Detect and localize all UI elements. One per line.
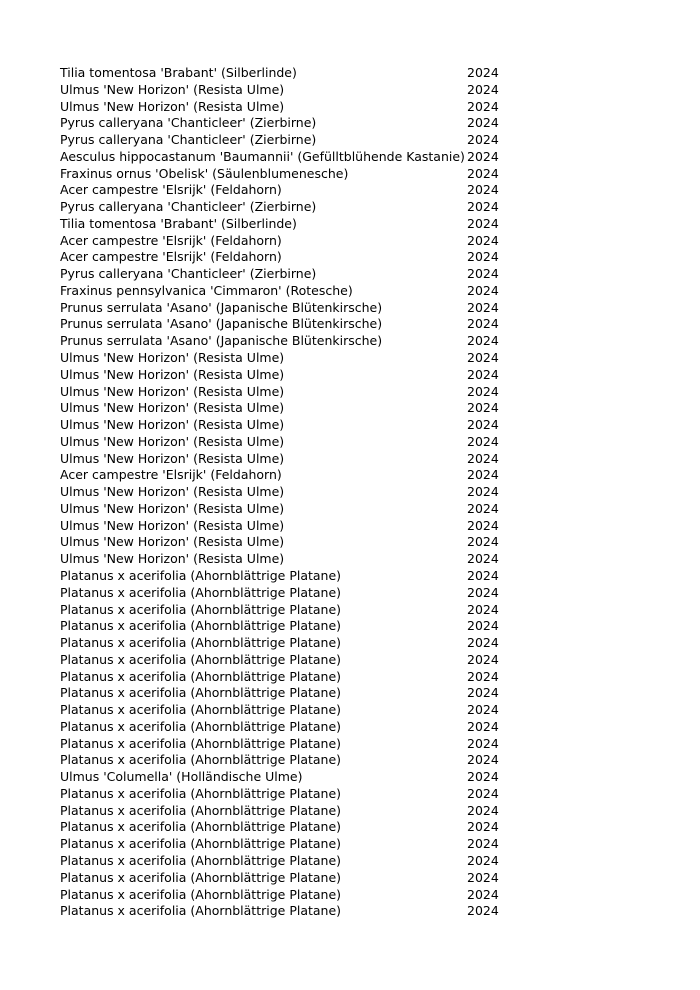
tree-species-cell: Pyrus calleryana 'Chanticleer' (Zierbirne): [60, 199, 317, 215]
table-row: [60, 534, 520, 551]
planting-year-cell: 2024: [467, 718, 499, 734]
table-row: [60, 82, 520, 99]
table-row: [60, 300, 520, 317]
table-row: [60, 233, 520, 250]
table-row: [60, 501, 520, 518]
planting-year-cell: 2024: [467, 81, 499, 97]
tree-species-cell: Acer campestre 'Elsrijk' (Feldahorn): [60, 182, 282, 198]
tree-species-cell: Ulmus 'New Horizon' (Resista Ulme): [60, 81, 285, 97]
table-row: [60, 669, 520, 686]
tree-species-cell: Pyrus calleryana 'Chanticleer' (Zierbirne): [60, 132, 317, 148]
planting-year-cell: 2024: [467, 450, 499, 466]
table-row: [60, 216, 520, 233]
planting-year-cell: 2024: [467, 702, 499, 718]
planting-year-cell: 2024: [467, 517, 499, 533]
tree-species-cell: Ulmus 'New Horizon' (Resista Ulme): [60, 400, 285, 416]
tree-species-cell: Platanus x acerifolia (Ahornblättrige Platane): [60, 802, 342, 818]
table-row: [60, 903, 520, 920]
planting-year-cell: 2024: [467, 383, 499, 399]
planting-year-cell: 2024: [467, 668, 499, 684]
planting-year-cell: 2024: [467, 836, 499, 852]
planting-year-cell: 2024: [467, 852, 499, 868]
table-row: [60, 132, 520, 149]
tree-species-cell: Ulmus 'New Horizon' (Resista Ulme): [60, 517, 285, 533]
tree-species-cell: Ulmus 'New Horizon' (Resista Ulme): [60, 366, 285, 382]
planting-year-cell: 2024: [467, 584, 499, 600]
planting-year-cell: 2024: [467, 886, 499, 902]
planting-year-cell: 2024: [467, 215, 499, 231]
planting-year-cell: 2024: [467, 266, 499, 282]
planting-year-cell: 2024: [467, 148, 499, 164]
tree-species-cell: Platanus x acerifolia (Ahornblättrige Platane): [60, 584, 342, 600]
planting-year-cell: 2024: [467, 98, 499, 114]
planting-year-cell: 2024: [467, 65, 499, 80]
tree-species-cell: Platanus x acerifolia (Ahornblättrige Platane): [60, 785, 342, 801]
planting-year-cell: 2024: [467, 735, 499, 751]
table-row: [60, 467, 520, 484]
table-row: [60, 652, 520, 669]
tree-species-cell: Pyrus calleryana 'Chanticleer' (Zierbirne): [60, 115, 317, 131]
table-row: [60, 166, 520, 183]
table-row: [60, 870, 520, 887]
planting-year-cell: 2024: [467, 333, 499, 349]
table-row: [60, 199, 520, 216]
planting-year-cell: 2024: [467, 165, 499, 181]
table-row: [60, 702, 520, 719]
planting-year-cell: 2024: [467, 618, 499, 634]
tree-species-cell: Ulmus 'New Horizon' (Resista Ulme): [60, 450, 285, 466]
table-row: [60, 283, 520, 300]
planting-year-cell: 2024: [467, 249, 499, 265]
table-row: [60, 551, 520, 568]
tree-species-cell: Ulmus 'New Horizon' (Resista Ulme): [60, 98, 285, 114]
planting-year-cell: 2024: [467, 316, 499, 332]
tree-species-cell: Platanus x acerifolia (Ahornblättrige Platane): [60, 852, 342, 868]
table-row: [60, 853, 520, 870]
tree-species-cell: Ulmus 'New Horizon' (Resista Ulme): [60, 484, 285, 500]
tree-species-cell: Tilia tomentosa 'Brabant' (Silberlinde): [60, 65, 297, 80]
tree-species-cell: Platanus x acerifolia (Ahornblättrige Platane): [60, 869, 342, 885]
planting-year-cell: 2024: [467, 551, 499, 567]
table-row: [60, 316, 520, 333]
planting-year-cell: 2024: [467, 567, 499, 583]
planting-year-cell: 2024: [467, 484, 499, 500]
tree-species-cell: Aesculus hippocastanum 'Baumannii' (Gefülltblühende Kastanie): [60, 148, 465, 164]
planting-year-cell: 2024: [467, 752, 499, 768]
tree-species-cell: Prunus serrulata 'Asano' (Japanische Blütenkirsche): [60, 316, 383, 332]
tree-species-cell: Platanus x acerifolia (Ahornblättrige Platane): [60, 903, 342, 919]
table-row: [60, 585, 520, 602]
planting-year-cell: 2024: [467, 232, 499, 248]
planting-year-cell: 2024: [467, 802, 499, 818]
planting-year-cell: 2024: [467, 903, 499, 919]
tree-species-cell: Ulmus 'New Horizon' (Resista Ulme): [60, 417, 285, 433]
tree-species-cell: Platanus x acerifolia (Ahornblättrige Platane): [60, 668, 342, 684]
table-row: [60, 65, 520, 82]
planting-year-cell: 2024: [467, 350, 499, 366]
table-row: [60, 434, 520, 451]
tree-species-cell: Ulmus 'New Horizon' (Resista Ulme): [60, 551, 285, 567]
planting-year-cell: 2024: [467, 651, 499, 667]
tree-species-cell: Platanus x acerifolia (Ahornblättrige Platane): [60, 886, 342, 902]
tree-species-cell: Tilia tomentosa 'Brabant' (Silberlinde): [60, 215, 297, 231]
planting-year-cell: 2024: [467, 299, 499, 315]
tree-species-cell: Prunus serrulata 'Asano' (Japanische Blütenkirsche): [60, 333, 383, 349]
table-row: [60, 635, 520, 652]
table-row: [60, 400, 520, 417]
tree-species-cell: Ulmus 'Columella' (Holländische Ulme): [60, 769, 303, 785]
table-row: [60, 618, 520, 635]
tree-species-cell: Acer campestre 'Elsrijk' (Feldahorn): [60, 249, 282, 265]
planting-year-cell: 2024: [467, 467, 499, 483]
tree-list: [60, 65, 520, 920]
tree-species-cell: Pyrus calleryana 'Chanticleer' (Zierbirne): [60, 266, 317, 282]
table-row: [60, 451, 520, 468]
table-row: [60, 602, 520, 619]
table-row: [60, 752, 520, 769]
tree-species-cell: Ulmus 'New Horizon' (Resista Ulme): [60, 383, 285, 399]
planting-year-cell: 2024: [467, 366, 499, 382]
table-row: [60, 887, 520, 904]
table-row: [60, 182, 520, 199]
table-row: [60, 568, 520, 585]
tree-species-cell: Prunus serrulata 'Asano' (Japanische Blütenkirsche): [60, 299, 383, 315]
tree-species-cell: Acer campestre 'Elsrijk' (Feldahorn): [60, 232, 282, 248]
tree-species-cell: Platanus x acerifolia (Ahornblättrige Platane): [60, 836, 342, 852]
table-row: [60, 249, 520, 266]
tree-species-cell: Platanus x acerifolia (Ahornblättrige Platane): [60, 685, 342, 701]
tree-species-cell: Fraxinus ornus 'Obelisk' (Säulenblumenesche): [60, 165, 349, 181]
table-row: [60, 518, 520, 535]
tree-species-cell: Acer campestre 'Elsrijk' (Feldahorn): [60, 467, 282, 483]
tree-species-cell: Platanus x acerifolia (Ahornblättrige Platane): [60, 819, 342, 835]
planting-year-cell: 2024: [467, 400, 499, 416]
planting-year-cell: 2024: [467, 769, 499, 785]
tree-species-cell: Platanus x acerifolia (Ahornblättrige Platane): [60, 702, 342, 718]
table-row: [60, 266, 520, 283]
tree-species-cell: Ulmus 'New Horizon' (Resista Ulme): [60, 534, 285, 550]
planting-year-cell: 2024: [467, 819, 499, 835]
tree-species-cell: Platanus x acerifolia (Ahornblättrige Platane): [60, 752, 342, 768]
table-row: [60, 836, 520, 853]
table-row: [60, 417, 520, 434]
tree-species-cell: Ulmus 'New Horizon' (Resista Ulme): [60, 350, 285, 366]
tree-species-cell: Fraxinus pennsylvanica 'Cimmaron' (Rotesche): [60, 282, 353, 298]
table-row: [60, 786, 520, 803]
tree-species-cell: Ulmus 'New Horizon' (Resista Ulme): [60, 433, 285, 449]
tree-species-cell: Platanus x acerifolia (Ahornblättrige Platane): [60, 618, 342, 634]
planting-year-cell: 2024: [467, 534, 499, 550]
planting-year-cell: 2024: [467, 635, 499, 651]
planting-year-cell: 2024: [467, 869, 499, 885]
table-row: [60, 736, 520, 753]
planting-year-cell: 2024: [467, 132, 499, 148]
table-row: [60, 350, 520, 367]
table-row: [60, 115, 520, 132]
tree-species-cell: Platanus x acerifolia (Ahornblättrige Platane): [60, 651, 342, 667]
tree-species-cell: Platanus x acerifolia (Ahornblättrige Platane): [60, 567, 342, 583]
tree-species-cell: Platanus x acerifolia (Ahornblättrige Platane): [60, 735, 342, 751]
tree-species-cell: Platanus x acerifolia (Ahornblättrige Platane): [60, 635, 342, 651]
table-row: [60, 719, 520, 736]
planting-year-cell: 2024: [467, 417, 499, 433]
table-row: [60, 333, 520, 350]
planting-year-cell: 2024: [467, 115, 499, 131]
planting-year-cell: 2024: [467, 785, 499, 801]
tree-species-cell: Platanus x acerifolia (Ahornblättrige Platane): [60, 718, 342, 734]
table-row: [60, 384, 520, 401]
table-row: [60, 99, 520, 116]
planting-year-cell: 2024: [467, 282, 499, 298]
table-row: [60, 819, 520, 836]
tree-species-cell: Platanus x acerifolia (Ahornblättrige Platane): [60, 601, 342, 617]
table-row: [60, 367, 520, 384]
table-row: [60, 769, 520, 786]
table-row: [60, 803, 520, 820]
table-row: [60, 484, 520, 501]
planting-year-cell: 2024: [467, 601, 499, 617]
tree-species-cell: Ulmus 'New Horizon' (Resista Ulme): [60, 500, 285, 516]
planting-year-cell: 2024: [467, 182, 499, 198]
planting-year-cell: 2024: [467, 433, 499, 449]
planting-year-cell: 2024: [467, 685, 499, 701]
planting-year-cell: 2024: [467, 500, 499, 516]
table-row: [60, 685, 520, 702]
planting-year-cell: 2024: [467, 199, 499, 215]
table-row: [60, 149, 520, 166]
